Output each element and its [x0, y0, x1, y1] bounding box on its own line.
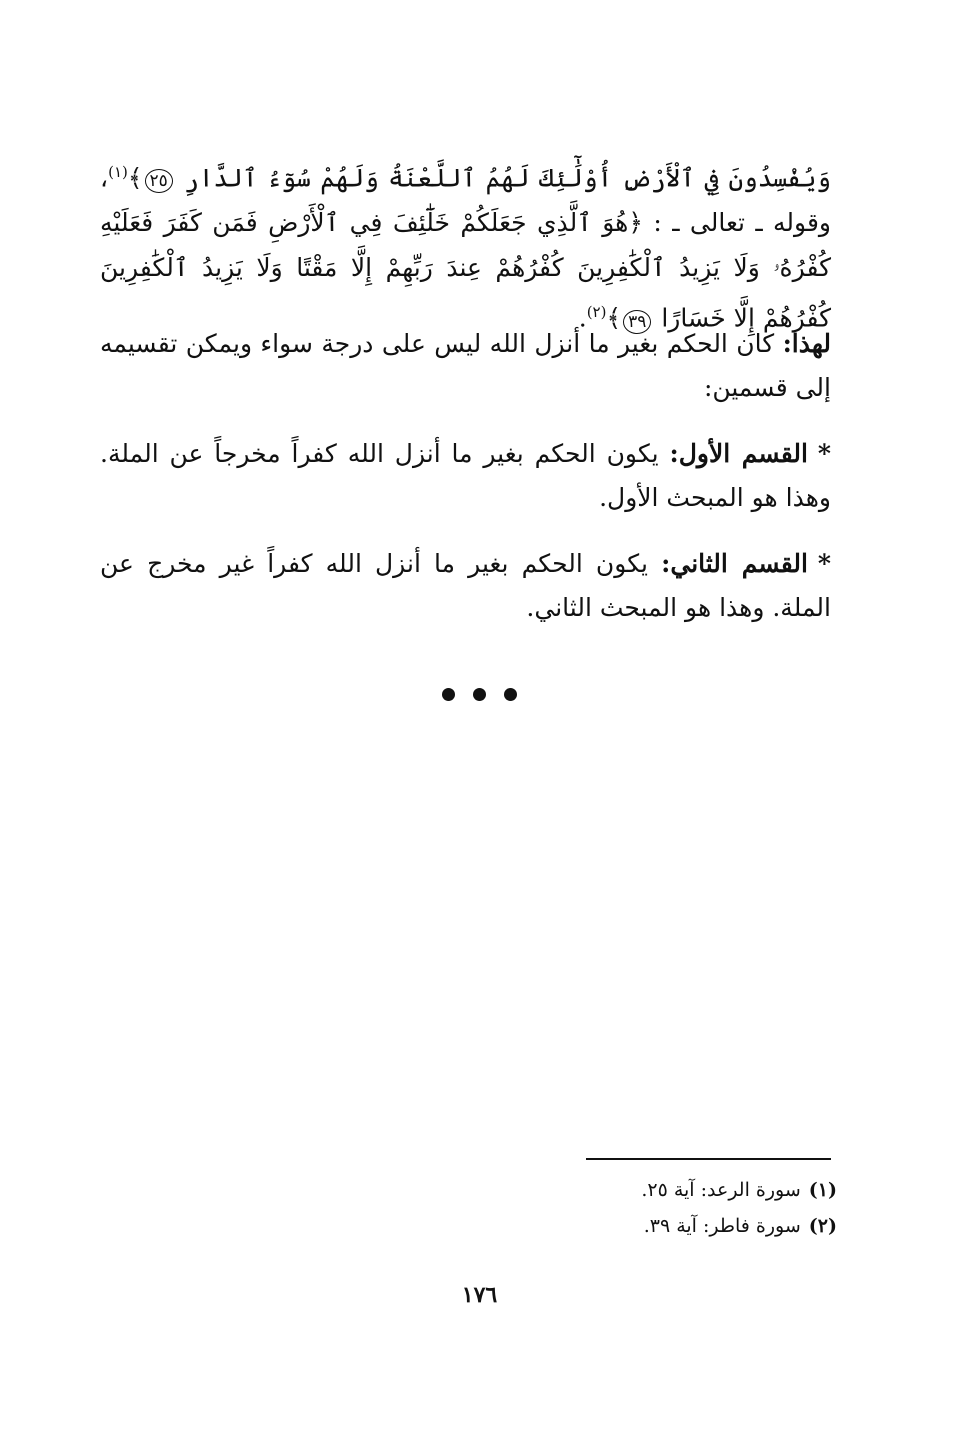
footnote-divider [586, 1158, 831, 1160]
paragraph-text: يكون الحكم بغير ما أنزل الله كفراً غير مخرج عن الملة. وهذا هو المبحث الثاني. [100, 549, 831, 622]
sentence-end: . [578, 303, 587, 333]
section-label: القسم الأول: [669, 439, 808, 468]
paragraph-first-section [100, 432, 831, 520]
page-number: ١٧٦ [461, 1282, 498, 1308]
footnote-number: (٢) [808, 1215, 837, 1237]
separator-dot [504, 688, 517, 701]
footnote-reference: (٢) [586, 303, 607, 322]
asterisk-bullet: * [817, 439, 831, 468]
asterisk-bullet: * [817, 549, 831, 578]
footnote-text: سورة الرعد: آية ٢٥. [641, 1179, 801, 1201]
paragraph-second-section [100, 542, 831, 630]
section-separator-dots [0, 686, 959, 705]
ayah-text-2: هُوَ ٱلَّذِي جَعَلَكُمْ خَلَٰٓئِفَ فِي ٱلْأَرْضِ فَمَن كَفَرَ فَعَلَيْهِ كُفْرُهُۥ وَلَا يَزِيدُ ٱلْكَٰفِرِينَ كُفْرُهُمْ عِندَ رَبِّهِمْ إِلَّا مَقْتًا وَلَا يَزِيدُ ٱلْكَٰفِرِينَ كُفْرُهُمْ إِلَّا خَسَارًا [100, 208, 831, 333]
separator-dot [442, 688, 455, 701]
quran-close-bracket: ﴾ [127, 163, 143, 193]
footnotes [300, 1172, 837, 1244]
ayah-text-1: وَيُفْسِدُونَ فِي ٱلْأَرْضِ أُوْلَٰٓئِكَ لَهُمُ ٱللَّعْنَةُ وَلَهُمْ سُوٓءُ ٱلدَّارِ [184, 163, 831, 193]
section-label: القسم الثاني: [661, 549, 808, 578]
paragraph-intro [100, 322, 831, 410]
footnote-reference: (١) [108, 163, 128, 181]
quran-passage [100, 150, 831, 341]
quran-open-bracket: ﴿ [628, 208, 644, 238]
quote-transition-text: ، وقوله ـ تعالى ـ : [100, 163, 831, 238]
ayah-number-marker: ٢٥ [145, 169, 173, 193]
paragraph-text: كان الحكم بغير ما أنزل الله ليس على درجة سواء ويمكن تقسيمه إلى قسمين: [100, 329, 831, 402]
paragraph-label: لهذا: [782, 329, 831, 358]
footnote-item [300, 1208, 837, 1244]
footnote-item [300, 1172, 837, 1208]
quran-close-bracket: ﴾ [606, 303, 622, 333]
paragraph-text: يكون الحكم بغير ما أنزل الله كفراً مخرجاً عن الملة. وهذا هو المبحث الأول. [100, 439, 831, 512]
separator-dot [473, 688, 486, 701]
footnote-text: سورة فاطر: آية ٣٩. [643, 1215, 801, 1237]
ayah-number-marker: ٣٩ [623, 310, 651, 334]
footnote-number: (١) [808, 1179, 837, 1201]
